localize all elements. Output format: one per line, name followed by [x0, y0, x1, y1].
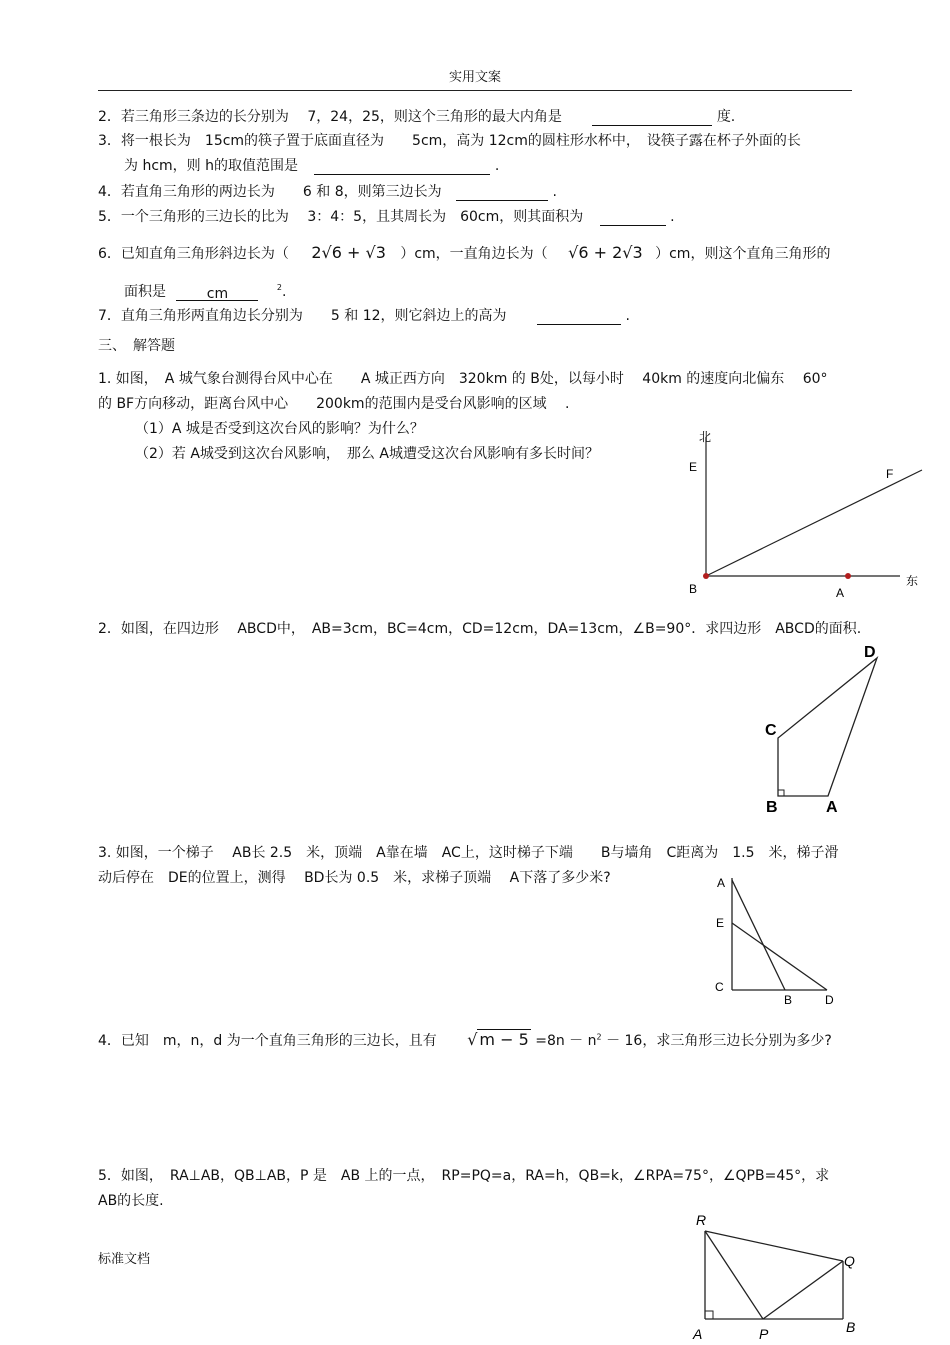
label-c: C: [765, 722, 777, 739]
question-text: 6．已知直角三角形斜边长为（: [98, 246, 289, 262]
answer-blank[interactable]: [176, 286, 258, 301]
label-d: D: [864, 644, 876, 661]
ladder-diagram: [705, 868, 845, 1013]
label-a: A: [836, 586, 845, 600]
problem-3-line-1: 3. 如图，一个梯子 AB长 2.5 米，顶端 A靠在墙 AC上，这时梯子下端 B与墙角 C距离为 1.5 米，梯子滑: [98, 845, 839, 861]
leg-expression: √6 + 2√3: [568, 243, 643, 262]
label-a: A: [717, 876, 726, 890]
question-text: ）cm，一直角边长为（: [400, 246, 548, 262]
page-footer: 标准文档: [98, 1252, 151, 1267]
hypotenuse-expression: 2√6 + √3: [311, 243, 386, 262]
problem-2: 2．如图，在四边形 ABCD中， AB=3cm，BC=4cm，CD=12cm，DA=13cm，∠B=90°．求四边形 ABCD的面积.: [98, 621, 862, 637]
square-root-expression: [467, 1030, 531, 1049]
period: .: [552, 184, 557, 200]
radical-sign: √: [467, 1030, 478, 1049]
label-north: 北: [699, 430, 712, 444]
point-a-dot: [845, 573, 851, 579]
label-e: E: [716, 916, 725, 930]
typhoon-path-bf: [706, 470, 922, 576]
question-text: 为 hcm，则 h的取值范围是: [124, 158, 298, 174]
problem-1-subquestion-2: （2）若 A城受到这次台风影响， 那么 A城遭受这次台风影响有多长时间？: [135, 446, 599, 462]
segment-rq: [705, 1231, 843, 1261]
segment-rp: [705, 1231, 763, 1319]
unit-exponent: 2: [276, 283, 282, 293]
label-c: C: [715, 980, 724, 994]
problem-1-subquestion-1: （1）A 城是否受到这次台风的影响？为什么？: [135, 421, 424, 437]
label-b: B: [689, 582, 698, 596]
label-p: P: [759, 1326, 769, 1342]
question-text: ）cm，则这个直角三角形的: [655, 246, 831, 262]
segment-pq: [763, 1261, 843, 1319]
quadrilateral-diagram: [760, 638, 890, 818]
question-7: [98, 305, 630, 325]
ladder-ab: [732, 880, 785, 990]
question-6-line-1: [98, 243, 830, 263]
question-6-line-2: [124, 281, 286, 301]
question-text: 7．直角三角形两直角边长分别为 5 和 12，则它斜边上的高为: [98, 308, 507, 324]
answer-blank[interactable]: [537, 310, 621, 325]
unit-cm: cm: [206, 286, 229, 302]
problem-5-line-1: 5．如图， RA⊥AB，QB⊥AB，P 是 AB 上的一点， RP=PQ=a，RA=h，QB=k，∠RPA=75°，∠QPB=45°，求: [98, 1168, 830, 1184]
question-text: 2．若三角形三条边的长分别为 7，24，25，则这个三角形的最大内角是: [98, 109, 562, 125]
section-3-title: 三、 解答题: [98, 338, 175, 354]
label-b: B: [846, 1319, 856, 1335]
question-3-line-2: [124, 155, 499, 175]
question-text: 5．一个三角形的三边长的比为 3：4：5，且其周长为 60cm，则其面积为: [98, 209, 584, 225]
right-angle-mark: [778, 790, 784, 796]
right-angle-mark: [705, 1311, 713, 1319]
typhoon-diagram: [680, 425, 950, 605]
question-3-line-1: 3．将一根长为 15cm的筷子置于底面直径为 5cm，高为 12cm的圆柱形水杯中， 设筷子露在杯子外面的长: [98, 133, 801, 149]
label-e: E: [689, 460, 698, 474]
answer-blank[interactable]: [456, 186, 548, 201]
radicand: m − 5: [479, 1030, 529, 1049]
exponent: 2: [596, 1032, 602, 1042]
question-4: [98, 181, 557, 201]
quadrilateral-abcd: [778, 658, 877, 796]
problem-4: [98, 1030, 832, 1050]
point-b-dot: [703, 573, 709, 579]
label-d: D: [825, 993, 834, 1007]
period: .: [670, 209, 675, 225]
answer-blank[interactable]: [600, 211, 666, 226]
problem-3-line-2: 动后停在 DE的位置上，测得 BD长为 0.5 米，求梯子顶端 A下落了多少米?: [98, 870, 611, 886]
period: .: [625, 308, 630, 324]
page-header: 实用文案: [448, 70, 501, 85]
question-end: 度.: [716, 109, 736, 125]
problem-text: － 16，求三角形三边长分别为多少?: [606, 1033, 832, 1049]
label-f: F: [886, 467, 894, 481]
problem-1-line-1: 1. 如图， A 城气象台测得台风中心在 A 城正西方向 320km 的 B处，以每小时 40km 的速度向北偏东 60°: [98, 371, 828, 387]
answer-blank[interactable]: [314, 160, 490, 175]
label-a: A: [693, 1326, 703, 1342]
period: .: [494, 158, 500, 174]
question-2: [98, 106, 735, 126]
question-text: 面积是: [124, 284, 166, 300]
label-a: A: [826, 799, 838, 816]
label-r: R: [696, 1212, 707, 1228]
problem-1-line-2: 的 BF方向移动，距离台风中心 200km的范围内是受台风影响的区域 .: [98, 396, 570, 412]
label-east: 东: [906, 574, 919, 588]
problem-5-line-2: AB的长度.: [98, 1193, 164, 1209]
label-q: Q: [844, 1253, 855, 1269]
answer-blank[interactable]: [592, 111, 712, 126]
problem-text: 4．已知 m，n，d 为一个直角三角形的三边长，且有: [98, 1033, 437, 1049]
label-b: B: [766, 799, 778, 816]
question-text: 4．若直角三角形的两边长为 6 和 8，则第三边长为: [98, 184, 442, 200]
problem-text: =8n － n: [535, 1033, 597, 1049]
perpendicular-diagram: [685, 1208, 865, 1345]
question-5: [98, 206, 675, 226]
period: .: [282, 284, 287, 300]
header-rule: [98, 90, 852, 91]
label-b: B: [784, 993, 793, 1007]
